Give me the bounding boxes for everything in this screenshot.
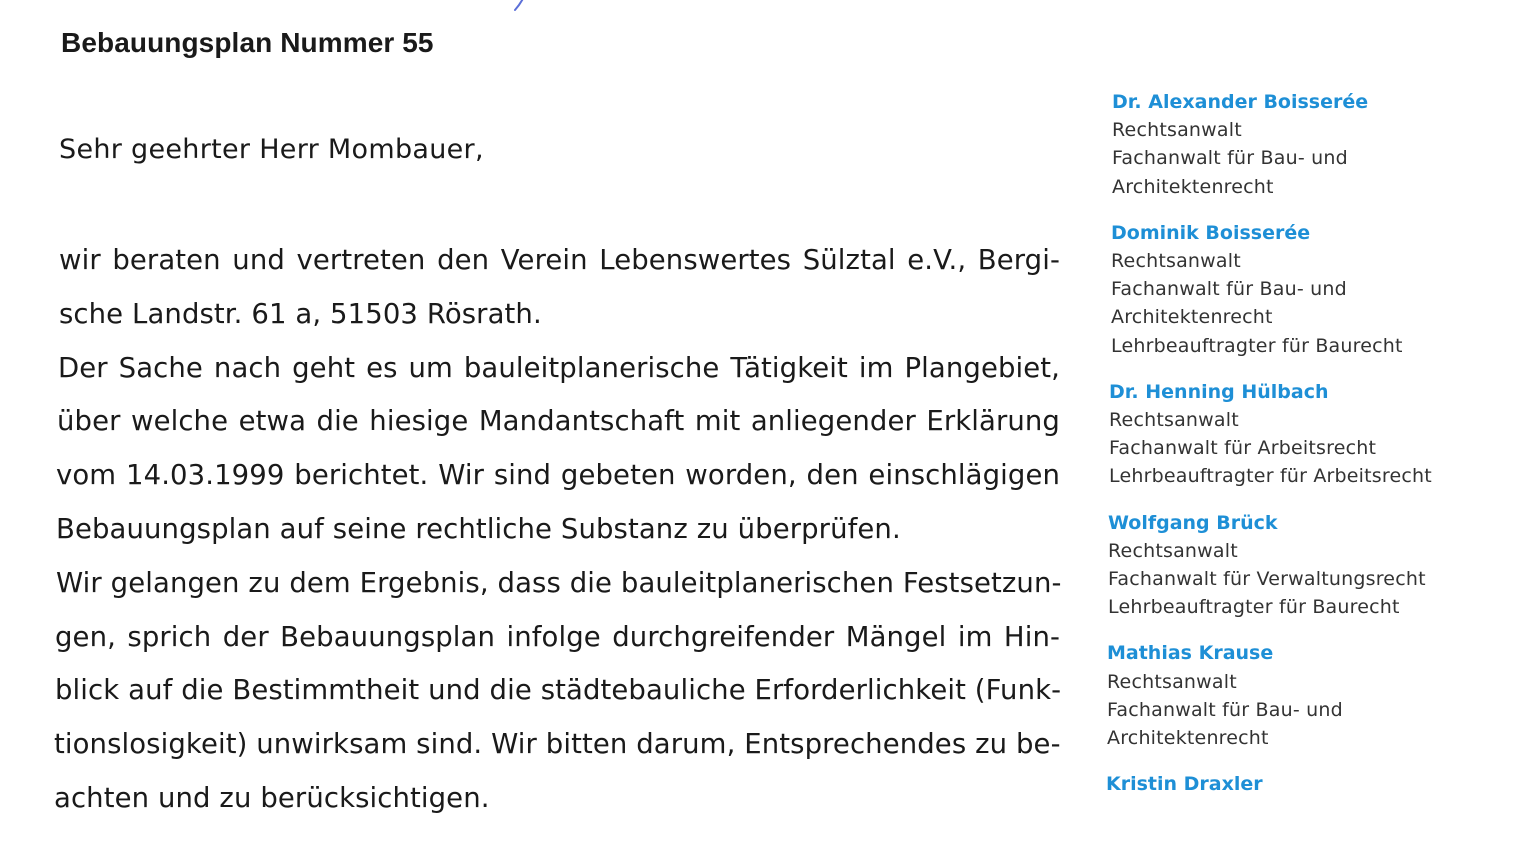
- lawyer-title: Rechtsanwalt: [1108, 539, 1238, 562]
- lawyer-entry: [1106, 770, 1504, 798]
- body-line: Der Sache nach geht es um bauleitplanerische Tätigkeit im Plangebiet,: [58, 351, 1060, 384]
- lawyer-entry: [1107, 639, 1504, 752]
- lawyer-title: Fachanwalt für Verwaltungsrecht: [1108, 568, 1426, 591]
- lawyer-name: Kristin Draxler: [1106, 773, 1263, 796]
- body-line: vom 14.03.1999 berichtet. Wir sind gebeten worden, den einschlägigen: [56, 459, 1060, 492]
- body-line: achten und zu berücksichtigen.: [54, 781, 490, 814]
- lawyer-title: Architektenrecht: [1112, 175, 1274, 198]
- letter-body: [54, 234, 1062, 826]
- lawyer-title: Rechtsanwalt: [1112, 119, 1242, 142]
- body-line: sche Landstr. 61 a, 51503 Rösrath.: [59, 297, 542, 330]
- letter-salutation: Sehr geehrter Herr Mombauer,: [59, 134, 484, 165]
- lawyer-title: Rechtsanwalt: [1111, 250, 1241, 273]
- lawyer-entry: [1108, 509, 1504, 622]
- lawyer-list: [1104, 88, 1504, 816]
- lawyer-name: Dr. Alexander Boisserée: [1112, 91, 1369, 113]
- lawyer-name: Dominik Boisserée: [1111, 221, 1311, 244]
- body-line: blick auf die Bestimmtheit und die städtebauliche Erforderlichkeit (Funk-: [55, 674, 1062, 707]
- lawyer-title: Fachanwalt für Bau- und: [1107, 698, 1343, 721]
- lawyer-title: Rechtsanwalt: [1107, 670, 1237, 693]
- body-line: Bebauungsplan auf seine rechtliche Substanz zu überprüfen.: [56, 512, 901, 545]
- lawyer-name: Dr. Henning Hülbach: [1109, 380, 1329, 403]
- lawyer-title: Architektenrecht: [1107, 727, 1269, 750]
- body-line: über welche etwa die hiesige Mandantschaft mit anliegender Erklärung: [57, 405, 1060, 438]
- lawyer-title: Lehrbeauftragter für Baurecht: [1111, 334, 1403, 357]
- lawyer-title: Architektenrecht: [1111, 306, 1273, 329]
- lawyer-title: Fachanwalt für Bau- und: [1111, 278, 1347, 301]
- body-line: tionslosigkeit) unwirksam sind. Wir bitten darum, Entsprechendes zu be-: [54, 728, 1061, 761]
- body-line: Wir gelangen zu dem Ergebnis, dass die bauleitplanerischen Festsetzun-: [56, 566, 1062, 599]
- pen-stroke-mark: [505, 0, 535, 18]
- body-line: gen, sprich der Bebauungsplan infolge durchgreifender Mängel im Hin-: [55, 620, 1060, 653]
- lawyer-name: Mathias Krause: [1107, 642, 1274, 665]
- letter-subject: Bebauungsplan Nummer 55: [61, 27, 434, 58]
- lawyer-name: Wolfgang Brück: [1108, 511, 1278, 534]
- lawyer-entry: [1112, 88, 1504, 201]
- lawyer-title: Lehrbeauftragter für Baurecht: [1108, 596, 1400, 619]
- lawyer-title: Fachanwalt für Arbeitsrecht: [1109, 437, 1377, 460]
- lawyer-entry: [1109, 378, 1504, 491]
- lawyer-title: Lehrbeauftragter für Arbeitsrecht: [1109, 465, 1432, 488]
- body-line: wir beraten und vertreten den Verein Lebenswertes Sülztal e.V., Bergi-: [59, 244, 1060, 276]
- lawyer-title: Rechtsanwalt: [1109, 409, 1239, 432]
- lawyer-title: Fachanwalt für Bau- und: [1112, 147, 1348, 170]
- lawyer-entry: [1111, 219, 1504, 360]
